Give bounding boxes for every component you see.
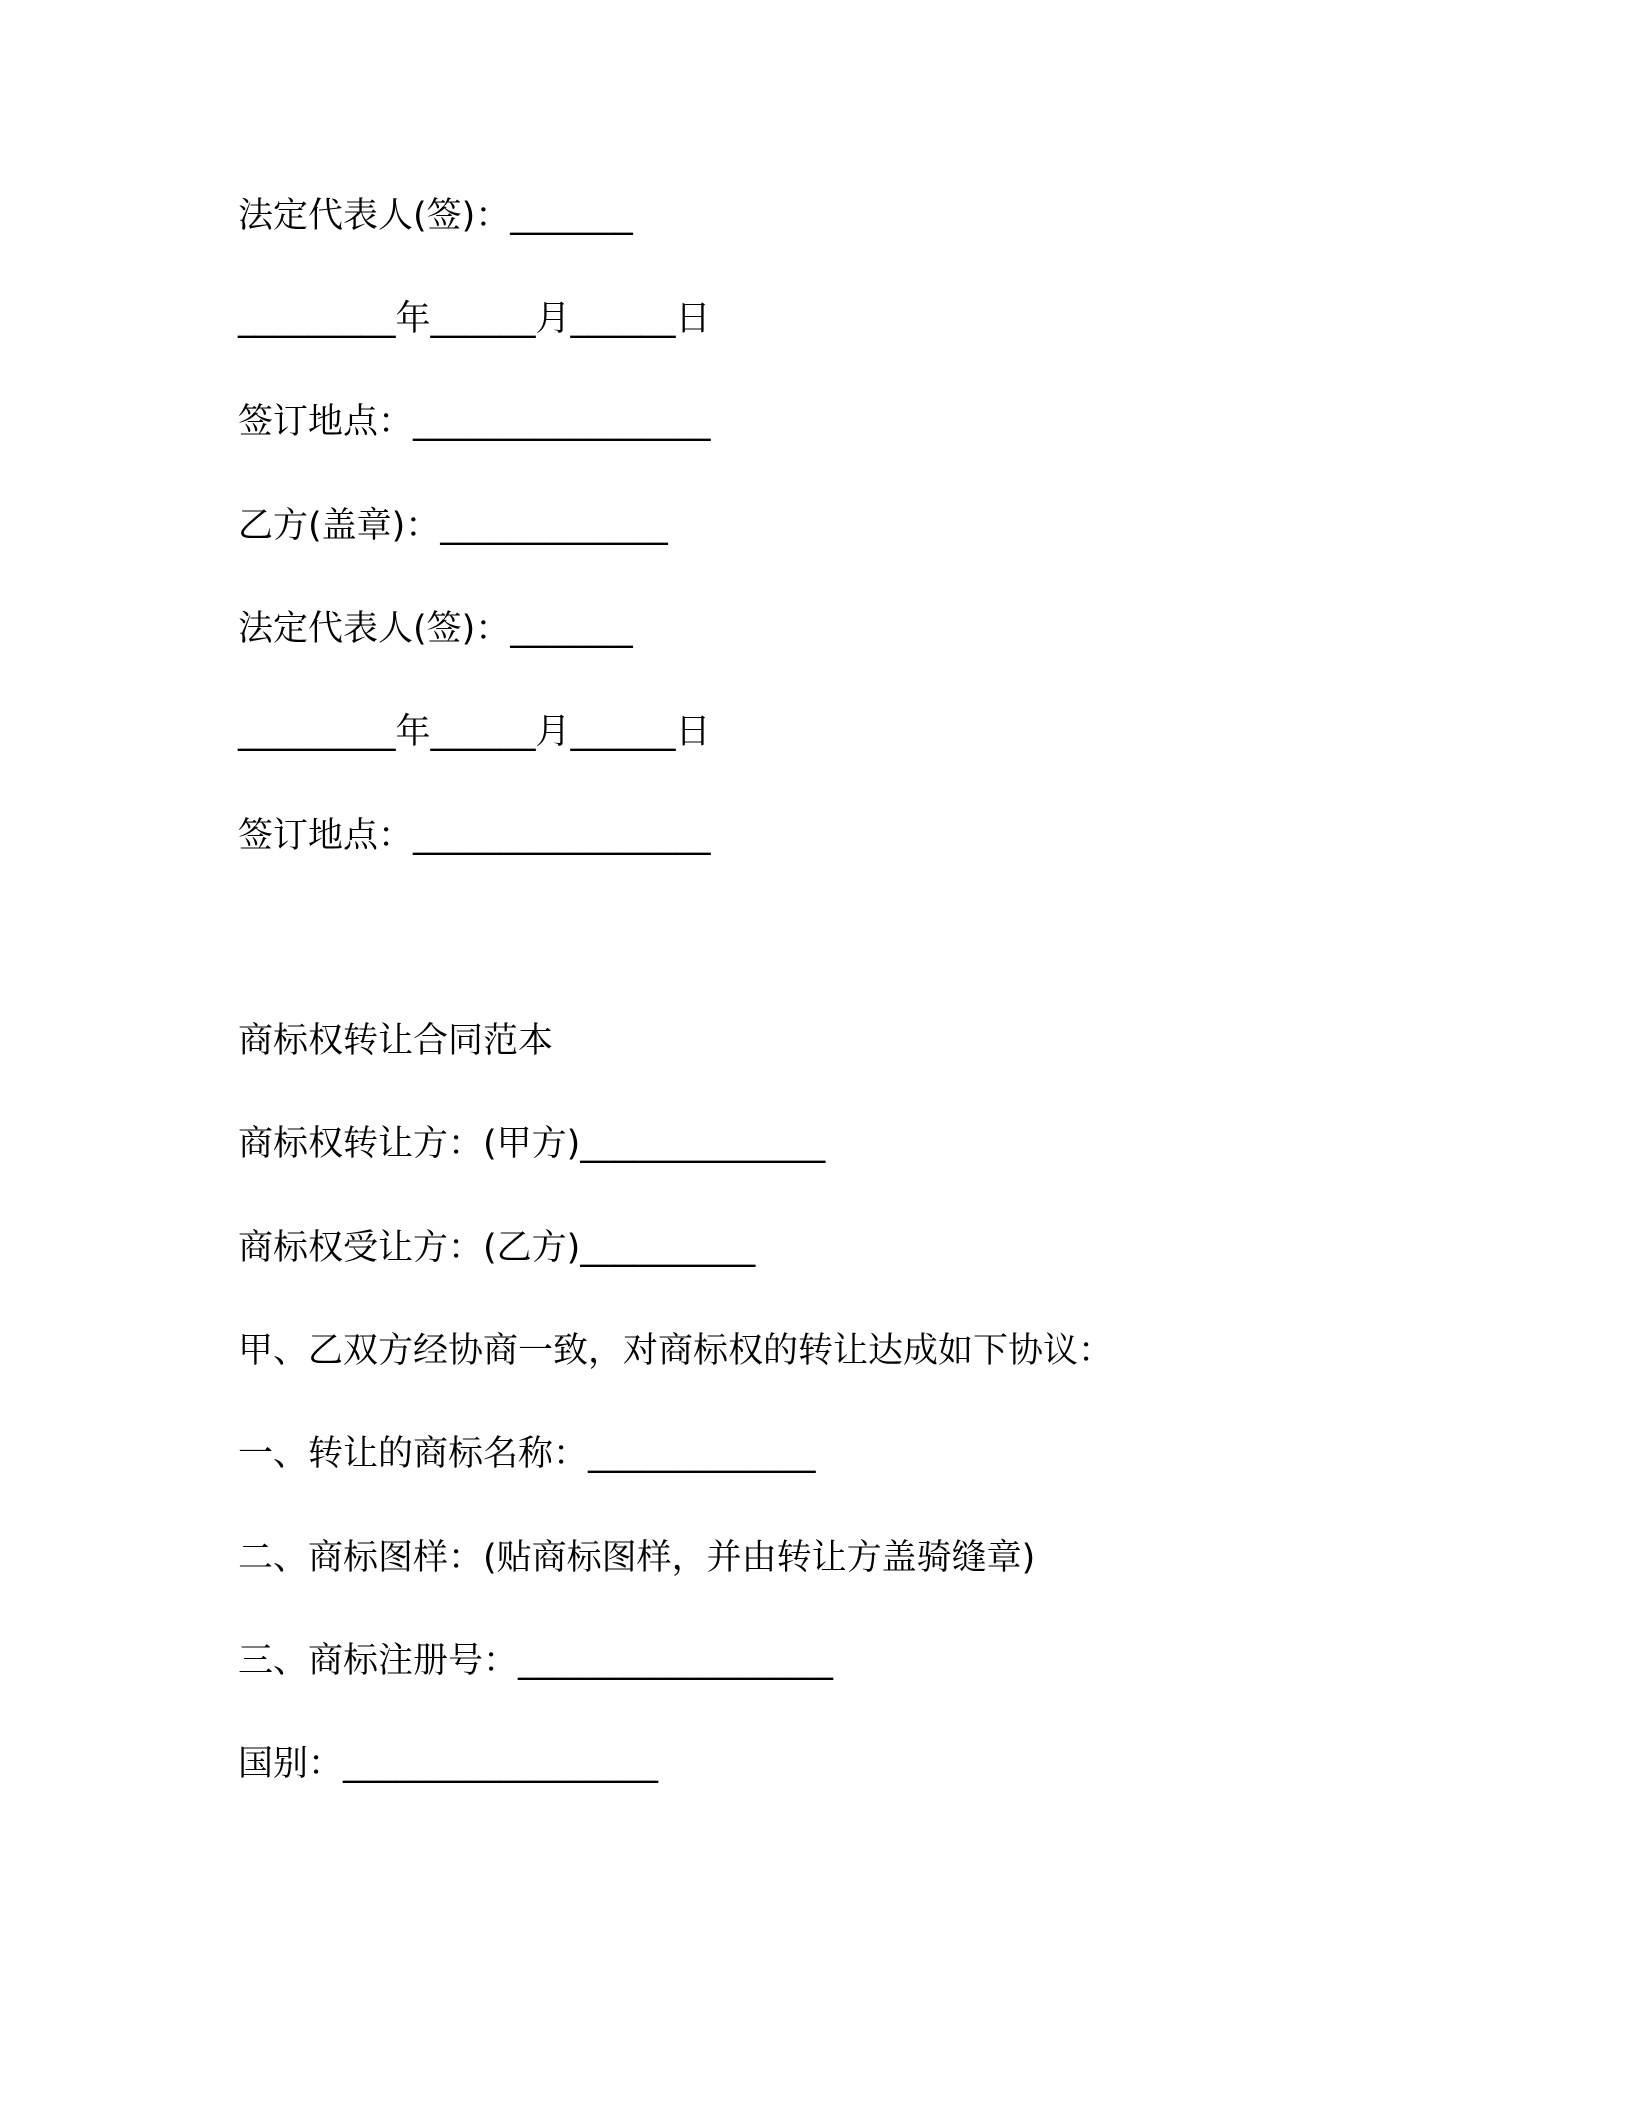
transferee-line: 商标权受让方：(乙方)__________ xyxy=(238,1228,756,1268)
document-title: 商标权转让合同范本 xyxy=(238,1021,554,1061)
signing-place-line: 签订地点：_________________ xyxy=(238,402,711,442)
clause-trademark-sample: 二、商标图样：(贴商标图样，并由转让方盖骑缝章) xyxy=(238,1538,1036,1578)
signing-place-line-2: 签订地点：_________________ xyxy=(238,816,711,856)
clause-registration-number: 三、商标注册号：__________________ xyxy=(238,1641,834,1681)
legal-representative-signature-line: 法定代表人(签)：_______ xyxy=(238,196,633,236)
clause-trademark-name: 一、转让的商标名称：_____________ xyxy=(238,1434,816,1474)
date-line: _________年______月______日 xyxy=(238,299,711,339)
legal-representative-signature-line-2: 法定代表人(签)：_______ xyxy=(238,609,633,649)
transferor-line: 商标权转让方：(甲方)______________ xyxy=(238,1124,826,1164)
country-line: 国别：__________________ xyxy=(238,1744,659,1784)
agreement-intro: 甲、乙双方经协商一致，对商标权的转让达成如下协议： xyxy=(238,1331,1114,1371)
date-line-2: _________年______月______日 xyxy=(238,712,711,752)
party-b-seal-line: 乙方(盖章)：_____________ xyxy=(238,506,668,546)
